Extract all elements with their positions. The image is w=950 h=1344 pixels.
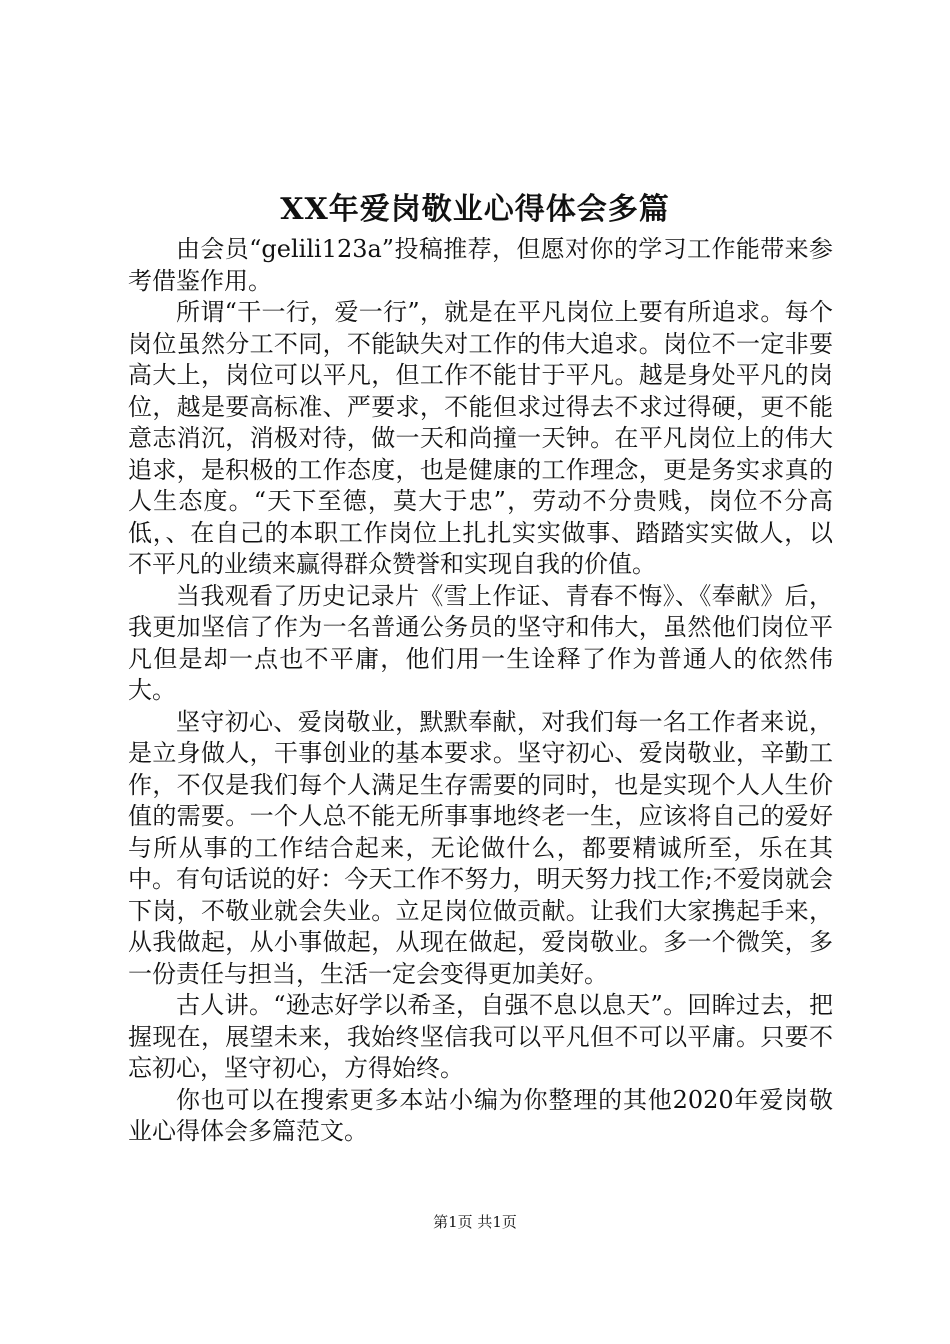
document-body <box>128 234 833 1148</box>
document-title: XX年爱岗敬业心得体会多篇 <box>280 192 670 227</box>
paragraph-closing: 你也可以在搜索更多本站小编为你整理的其他2020年爱岗敬业心得体会多篇范文。 <box>128 1085 833 1145</box>
paragraph-1: 所谓“干一行，爱一行”，就是在平凡岗位上要有所追求。每个岗位虽然分工不同，不能缺失对工作的伟大追求。岗位不一定非要高大上，岗位可以平凡，但工作不能甘于平凡。越是身处平凡的岗位，越是要高标准、严要求，不能但求过得去不求过得硬，更不能意志消沉，消极对待，做一天和尚撞一天钟。在平凡岗位上的伟大追求，是积极的工作态度，也是健康的工作理念，更是务实求真的人生态度。“天下至德，莫大于忠”，劳动不分贵贱，岗位不分高低，、在自己的本职工作岗位上扎扎实实做事、踏踏实实做人，以不平凡的业绩来赢得群众赞誉和实现自我的价值。 <box>128 298 833 578</box>
paragraph-2: 当我观看了历史记录片《雪上作证、青春不悔》、《奉献》后，我更加坚信了作为一名普通公务员的坚守和伟大，虽然他们岗位平凡但是却一点也不平庸，他们用一生诠释了作为普通人的依然伟大。 <box>128 581 833 704</box>
page-footer: 第1页 共1页 <box>433 1213 517 1231</box>
paragraph-4: 古人讲。“逊志好学以希圣，自强不息以息天”。回眸过去，把握现在，展望未来，我始终坚信我可以平凡但不可以平庸。只要不忘初心，坚守初心，方得始终。 <box>128 991 833 1082</box>
paragraph-3: 坚守初心、爱岗敬业，默默奉献，对我们每一名工作者来说，是立身做人，干事创业的基本要求。坚守初心、爱岗敬业，辛勤工作，不仅是我们每个人满足生存需要的同时，也是实现个人人生价值的需要。一个人总不能无所事事地终老一生，应该将自己的爱好与所从事的工作结合起来，无论做什么，都要精诚所至，乐在其中。有句话说的好：今天工作不努力，明天努力找工作;不爱岗就会下岗，不敬业就会失业。立足岗位做贡献。让我们大家携起手来，从我做起，从小事做起，从现在做起，爱岗敬业。多一个微笑，多一份责任与担当，生活一定会变得更加美好。 <box>128 707 833 988</box>
paragraph-intro: 由会员“gelili123a”投稿推荐，但愿对你的学习工作能带来参考借鉴作用。 <box>128 235 833 295</box>
